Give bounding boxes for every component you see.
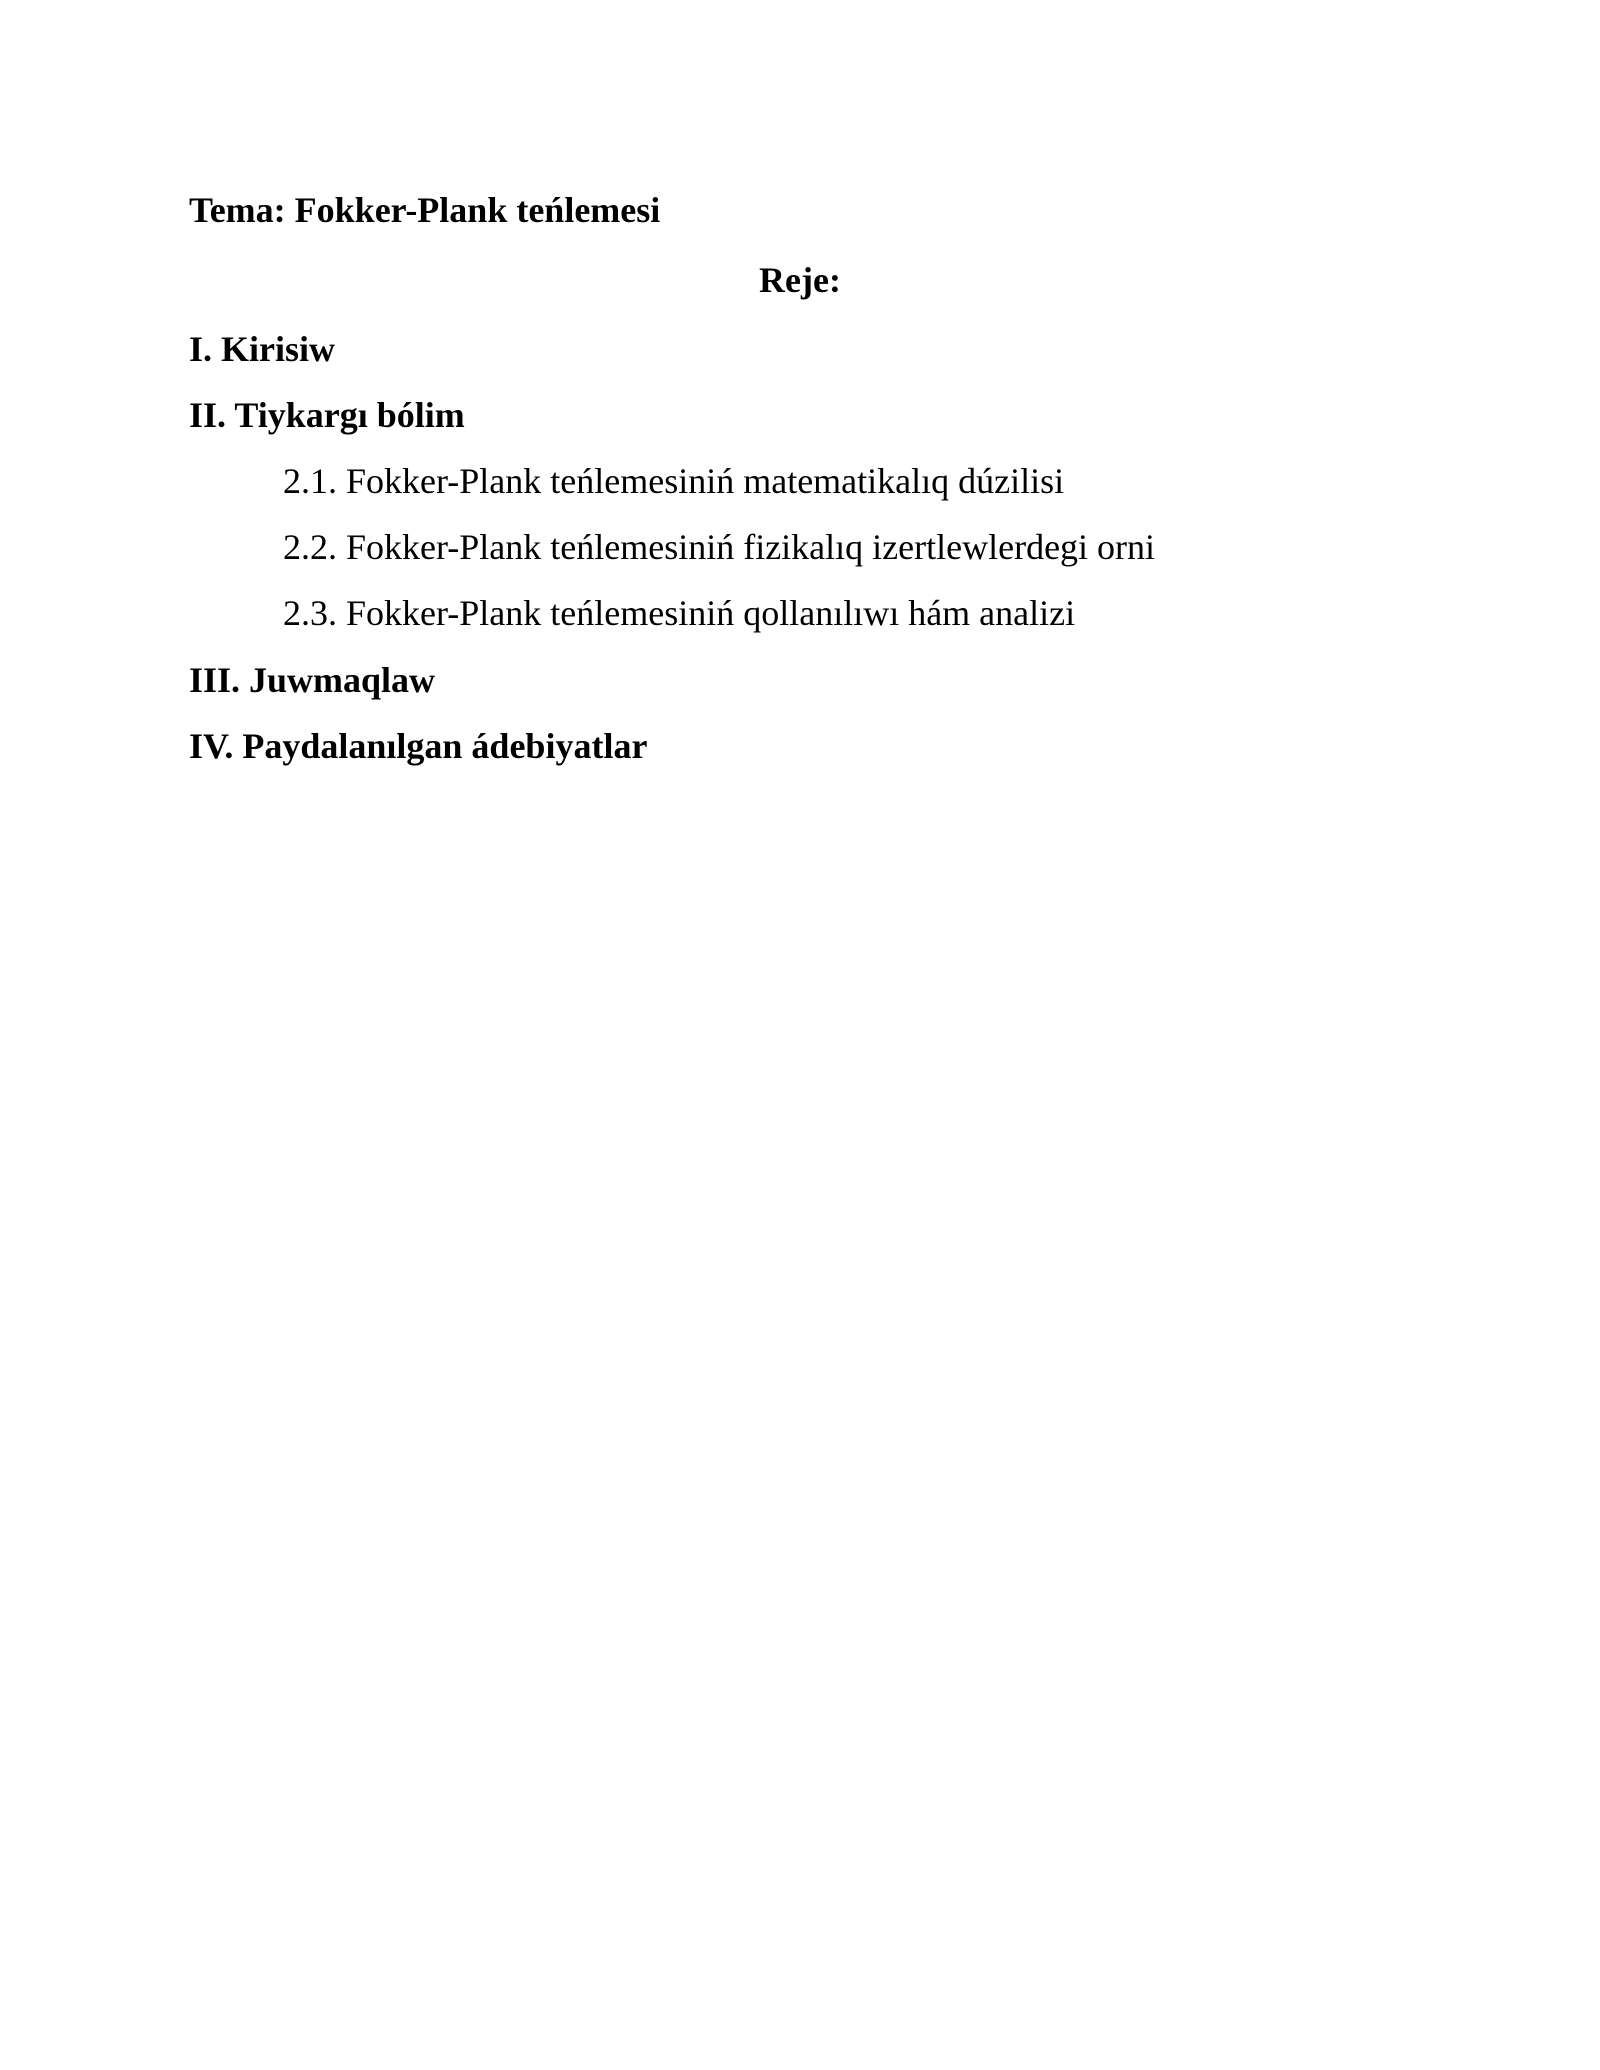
section-heading-references: IV. Paydalanılgan ádebiyatlar — [189, 726, 648, 766]
plan-heading: Reje: — [759, 260, 841, 300]
document-title: Tema: Fokker-Plank teńlemesi — [189, 190, 661, 230]
section-heading-introduction: I. Kirisiw — [189, 329, 336, 369]
subsection-item: 2.2. Fokker-Plank teńlemesiniń fizikalıq izertlewlerdegi orni — [283, 527, 1156, 567]
section-heading-conclusion: III. Juwmaqlaw — [189, 660, 436, 700]
subsection-item: 2.1. Fokker-Plank teńlemesiniń matematikalıq dúzilisi — [283, 461, 1065, 501]
section-heading-main-part: II. Tiykargı bólim — [189, 395, 465, 435]
subsection-item: 2.3. Fokker-Plank teńlemesiniń qollanılıwı hám analizi — [283, 593, 1076, 633]
